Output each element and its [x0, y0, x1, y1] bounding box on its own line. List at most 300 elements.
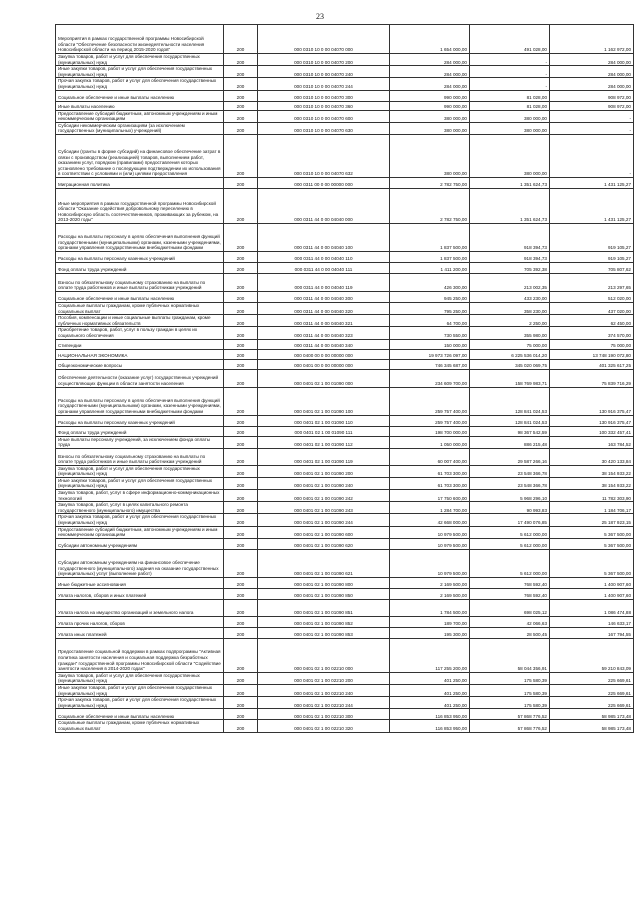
- cell-name: Предоставление социальной поддержки в рамках подпрограммы "Активная политика занятости населения и социальная поддержка безработных граждан" государственной программы Новосибирской области "Содействие занятости населения в 2014-2020 годах": [56, 638, 224, 672]
- cell-admin: 200: [224, 502, 258, 514]
- cell-code: 000 0401 02 1 00 02210 244: [258, 697, 390, 709]
- cell-v2: 57 868 776,52: [470, 720, 550, 732]
- cell-v3: 75 839 716,29: [550, 369, 634, 387]
- table-row: [56, 627, 634, 638]
- cell-admin: 200: [224, 638, 258, 672]
- cell-v2: 768 592,40: [470, 577, 550, 588]
- cell-v1: 42 668 000,00: [390, 514, 470, 526]
- table-row: [56, 110, 634, 122]
- cell-v3: 284 000,00: [550, 66, 634, 78]
- cell-v2: 58 044 356,91: [470, 638, 550, 672]
- cell-admin: 200: [224, 273, 258, 291]
- cell-v1: 1 784 500,00: [390, 599, 470, 616]
- cell-v3: 225 669,61: [550, 697, 634, 709]
- table-row: [56, 101, 634, 110]
- cell-admin: 200: [224, 549, 258, 577]
- cell-v2: 213 002,35: [470, 273, 550, 291]
- table-row: [56, 477, 634, 489]
- cell-v2: 175 580,39: [470, 672, 550, 684]
- cell-v2: 886 215,48: [470, 436, 550, 448]
- cell-name: Иные закупки товаров, работ и услуг для обеспечения государственных (муниципальных) нужд: [56, 685, 224, 697]
- table-row: [56, 448, 634, 465]
- cell-code: 000 0311 44 0 00 04040 119: [258, 273, 390, 291]
- cell-admin: 200: [224, 90, 258, 101]
- cell-code: 000 0400 00 0 00 00000 000: [258, 349, 390, 359]
- cell-name: Общеэкономические вопросы: [56, 359, 224, 369]
- cell-name: Закупка товаров, работ и услуг для обеспечения государственных (муниципальных) нужд: [56, 672, 224, 684]
- cell-v2: 433 230,00: [470, 291, 550, 302]
- cell-code: 000 0401 02 1 00 01090 119: [258, 448, 390, 465]
- table-row: [56, 685, 634, 697]
- table-row: [56, 315, 634, 327]
- cell-v1: 259 757 400,00: [390, 387, 470, 415]
- cell-v1: 1 284 700,00: [390, 502, 470, 514]
- cell-name: Закупка товаров, работ, услуг в сфере информационно-коммуникационных технологий: [56, 490, 224, 502]
- cell-v1: 150 000,00: [390, 339, 470, 349]
- cell-code: 000 0311 44 0 00 04040 323: [258, 327, 390, 339]
- cell-code: 000 0310 10 0 00 04070 630: [258, 122, 390, 134]
- cell-v1: 10 979 500,00: [390, 549, 470, 577]
- cell-code: 000 0401 02 1 00 02210 240: [258, 685, 390, 697]
- cell-code: 000 0310 10 0 00 04070 000: [258, 25, 390, 54]
- cell-code: 000 0401 02 1 00 01090 244: [258, 514, 390, 526]
- cell-v3: -: [550, 134, 634, 177]
- cell-v3: 130 916 375,47: [550, 415, 634, 426]
- cell-code: 000 0401 02 1 00 01090 240: [258, 477, 390, 489]
- cell-v3: 374 570,00: [550, 327, 634, 339]
- table-row: [56, 66, 634, 78]
- cell-name: Закупка товаров, работ и услуг для обеспечения государственных (муниципальных) нужд: [56, 465, 224, 477]
- cell-admin: 200: [224, 25, 258, 54]
- cell-admin: 200: [224, 291, 258, 302]
- cell-admin: 200: [224, 387, 258, 415]
- cell-code: 000 0310 10 0 00 04070 632: [258, 134, 390, 177]
- cell-v1: 284 000,00: [390, 66, 470, 78]
- cell-v3: 5 367 500,00: [550, 526, 634, 538]
- table-row: [56, 273, 634, 291]
- cell-v3: 58 985 173,48: [550, 709, 634, 720]
- cell-v2: 491 028,00: [470, 25, 550, 54]
- cell-v3: 13 748 190 072,80: [550, 349, 634, 359]
- cell-admin: 200: [224, 599, 258, 616]
- cell-v1: 61 703 300,00: [390, 477, 470, 489]
- cell-v3: 1 086 474,88: [550, 599, 634, 616]
- table-row: [56, 54, 634, 66]
- cell-v2: 75 000,00: [470, 339, 550, 349]
- cell-code: 000 0310 10 0 00 04070 240: [258, 66, 390, 78]
- cell-v2: 380 000,00: [470, 110, 550, 122]
- cell-code: 000 0311 44 0 00 04040 110: [258, 251, 390, 262]
- table-row: [56, 302, 634, 314]
- cell-v1: 426 300,00: [390, 273, 470, 291]
- cell-v3: 163 784,52: [550, 436, 634, 448]
- cell-admin: 200: [224, 672, 258, 684]
- page-number: 23: [316, 12, 324, 21]
- cell-v1: 990 000,00: [390, 90, 470, 101]
- cell-code: 000 0401 02 1 00 01090 852: [258, 616, 390, 627]
- cell-v3: 5 367 500,00: [550, 538, 634, 549]
- cell-v3: 1 400 907,60: [550, 588, 634, 599]
- cell-admin: 200: [224, 134, 258, 177]
- cell-code: 000 0401 02 1 00 02210 200: [258, 672, 390, 684]
- cell-code: 000 0401 02 1 00 01090 851: [258, 599, 390, 616]
- cell-v2: 918 394,73: [470, 223, 550, 251]
- cell-v3: 30 420 133,84: [550, 448, 634, 465]
- cell-v3: 437 020,00: [550, 302, 634, 314]
- table-row: [56, 349, 634, 359]
- cell-v2: 28 500,45: [470, 627, 550, 638]
- cell-v1: 401 250,00: [390, 672, 470, 684]
- cell-name: Субсидии (гранты в форме субсидий) на финансовое обеспечение затрат в связи с производством (реализацией) товаров, выполнением работ, оказанием услуг, порядком (правилами) предоставления которых установлено требование о последующем подтверждении их использования в соответствии с условиями и (или) целями предоставления: [56, 134, 224, 177]
- cell-v3: 1 431 125,27: [550, 188, 634, 223]
- table-row: [56, 78, 634, 90]
- cell-v3: 284 000,00: [550, 54, 634, 66]
- cell-v3: 908 972,00: [550, 90, 634, 101]
- cell-admin: 200: [224, 101, 258, 110]
- cell-code: 000 0401 02 1 00 01090 800: [258, 577, 390, 588]
- cell-name: Закупка товаров, работ и услуг для обеспечения государственных (муниципальных) нужд: [56, 54, 224, 66]
- cell-v1: 61 703 300,00: [390, 465, 470, 477]
- cell-v2: 1 351 624,73: [470, 177, 550, 188]
- cell-name: Социальное обеспечение и иные выплаты населению: [56, 709, 224, 720]
- cell-v1: 380 000,00: [390, 122, 470, 134]
- cell-admin: 200: [224, 616, 258, 627]
- cell-admin: 200: [224, 709, 258, 720]
- cell-v3: 225 669,61: [550, 685, 634, 697]
- cell-v1: 730 550,00: [390, 327, 470, 339]
- cell-v2: 57 868 776,52: [470, 709, 550, 720]
- cell-v3: 38 154 933,22: [550, 465, 634, 477]
- table-row: [56, 291, 634, 302]
- cell-code: 000 0311 44 0 00 04040 100: [258, 223, 390, 251]
- cell-v1: 198 700 000,00: [390, 426, 470, 436]
- table-row: [56, 327, 634, 339]
- table-row: [56, 134, 634, 177]
- cell-v3: 100 332 457,41: [550, 426, 634, 436]
- cell-admin: 200: [224, 339, 258, 349]
- cell-v1: 380 000,00: [390, 134, 470, 177]
- table-row: [56, 359, 634, 369]
- cell-name: Субсидии автономным учреждениям на финансовое обеспечение государственного (муниципального) задания на оказание государственных (муниципальных) услуг (выполнение работ): [56, 549, 224, 577]
- cell-name: Расходы на выплаты персоналу в целях обеспечения выполнения функций государственными (муниципальными) органами, казенными учреждениями, органами управления государственными внебюджетными фондами: [56, 223, 224, 251]
- cell-code: 000 0401 02 1 00 01090 620: [258, 538, 390, 549]
- cell-v1: 116 853 950,00: [390, 709, 470, 720]
- cell-name: Предоставление субсидий бюджетным, автономным учреждениям и иным некоммерческим организациям: [56, 526, 224, 538]
- cell-name: НАЦИОНАЛЬНАЯ ЭКОНОМИКА: [56, 349, 224, 359]
- cell-code: 000 0401 02 1 00 01090 242: [258, 490, 390, 502]
- cell-name: Иные бюджетные ассигнования: [56, 577, 224, 588]
- table-row: [56, 339, 634, 349]
- cell-v1: 195 300,00: [390, 627, 470, 638]
- cell-v3: 1 184 706,17: [550, 502, 634, 514]
- cell-admin: 200: [224, 720, 258, 732]
- cell-v3: 11 782 303,90: [550, 490, 634, 502]
- cell-name: Стипендии: [56, 339, 224, 349]
- cell-admin: 200: [224, 685, 258, 697]
- cell-v3: 919 105,27: [550, 251, 634, 262]
- cell-v3: 213 297,65: [550, 273, 634, 291]
- cell-v1: 259 757 400,00: [390, 415, 470, 426]
- cell-v2: 355 980,00: [470, 327, 550, 339]
- cell-admin: 200: [224, 349, 258, 359]
- cell-v1: 1 837 500,00: [390, 223, 470, 251]
- cell-v3: 284 000,00: [550, 78, 634, 90]
- cell-v1: 64 700,00: [390, 315, 470, 327]
- cell-v3: 167 794,55: [550, 627, 634, 638]
- cell-v1: 10 979 500,00: [390, 526, 470, 538]
- cell-v3: 512 020,00: [550, 291, 634, 302]
- table-row: [56, 251, 634, 262]
- cell-v3: 1 431 125,27: [550, 177, 634, 188]
- table-row: [56, 223, 634, 251]
- cell-name: Субсидии некоммерческим организациям (за исключением государственных (муниципальных) учреждений): [56, 122, 224, 134]
- cell-v1: 2 782 750,00: [390, 177, 470, 188]
- cell-admin: 200: [224, 436, 258, 448]
- cell-admin: 200: [224, 538, 258, 549]
- cell-v1: 2 782 750,00: [390, 188, 470, 223]
- cell-code: 000 0401 02 1 00 01090 100: [258, 387, 390, 415]
- cell-code: 000 0311 44 0 00 04040 340: [258, 339, 390, 349]
- cell-code: 000 0401 02 1 00 01090 110: [258, 415, 390, 426]
- cell-admin: 200: [224, 54, 258, 66]
- cell-v1: 2 169 500,00: [390, 577, 470, 588]
- cell-v2: 23 548 366,78: [470, 477, 550, 489]
- table-row: [56, 638, 634, 672]
- table-row: [56, 369, 634, 387]
- cell-admin: 200: [224, 526, 258, 538]
- cell-v2: 29 587 266,16: [470, 448, 550, 465]
- cell-v3: 130 916 375,47: [550, 387, 634, 415]
- cell-v2: 90 993,83: [470, 502, 550, 514]
- table-row: [56, 672, 634, 684]
- cell-v1: 746 345 687,00: [390, 359, 470, 369]
- cell-code: 000 0401 00 0 00 00000 000: [258, 359, 390, 369]
- cell-name: Мероприятия в рамках государственной программы Новосибирской области "Обеспечение безопасности жизнедеятельности населения Новосибирской области на период 2015-2020 годов": [56, 25, 224, 54]
- cell-admin: 200: [224, 477, 258, 489]
- table-row: [56, 426, 634, 436]
- cell-v3: 59 210 843,09: [550, 638, 634, 672]
- table-row: [56, 709, 634, 720]
- cell-v1: 117 255 200,00: [390, 638, 470, 672]
- cell-v1: 2 169 500,00: [390, 588, 470, 599]
- cell-admin: 200: [224, 251, 258, 262]
- table-row: [56, 122, 634, 134]
- table-row: [56, 90, 634, 101]
- cell-name: Уплата налогов, сборов и иных платежей: [56, 588, 224, 599]
- cell-name: Социальное обеспечение и иные выплаты населению: [56, 291, 224, 302]
- cell-v1: 401 250,00: [390, 697, 470, 709]
- cell-v1: 17 750 600,00: [390, 490, 470, 502]
- table-row: [56, 549, 634, 577]
- cell-code: 000 0401 02 1 00 01090 243: [258, 502, 390, 514]
- cell-v1: 284 000,00: [390, 54, 470, 66]
- cell-name: Иные выплаты персоналу учреждений, за исключением фонда оплаты труда: [56, 436, 224, 448]
- cell-name: Прочая закупка товаров, работ и услуг для обеспечения государственных (муниципальных) нужд: [56, 78, 224, 90]
- cell-v2: 42 066,63: [470, 616, 550, 627]
- cell-code: 000 0401 02 1 00 01090 111: [258, 426, 390, 436]
- table-row: [56, 697, 634, 709]
- cell-admin: 200: [224, 223, 258, 251]
- cell-admin: 200: [224, 327, 258, 339]
- table-row: [56, 526, 634, 538]
- cell-v2: 5 968 296,10: [470, 490, 550, 502]
- cell-admin: 200: [224, 514, 258, 526]
- cell-v1: 1 050 000,00: [390, 436, 470, 448]
- table-row: [56, 514, 634, 526]
- cell-admin: 200: [224, 78, 258, 90]
- cell-code: 000 0401 02 1 00 01090 200: [258, 465, 390, 477]
- cell-name: Расходы на выплаты персоналу казенных учреждений: [56, 251, 224, 262]
- cell-admin: 200: [224, 448, 258, 465]
- table-row: [56, 577, 634, 588]
- cell-v2: -: [470, 54, 550, 66]
- cell-name: Уплата налога на имущество организаций и земельного налога: [56, 599, 224, 616]
- cell-code: 000 0401 02 1 00 01090 850: [258, 588, 390, 599]
- cell-v2: 5 612 000,00: [470, 549, 550, 577]
- cell-name: Прочая закупка товаров, работ и услуг для обеспечения государственных (муниципальных) нужд: [56, 514, 224, 526]
- cell-v1: 234 609 700,00: [390, 369, 470, 387]
- cell-v1: 401 250,00: [390, 685, 470, 697]
- cell-name: Социальные выплаты гражданам, кроме публичных нормативных социальных выплат: [56, 302, 224, 314]
- cell-admin: 200: [224, 122, 258, 134]
- cell-v3: 146 633,17: [550, 616, 634, 627]
- table-row: [56, 490, 634, 502]
- cell-admin: 200: [224, 627, 258, 638]
- cell-v3: 705 807,62: [550, 262, 634, 273]
- cell-name: Расходы на выплаты персоналу казенных учреждений: [56, 415, 224, 426]
- cell-v1: 10 979 500,00: [390, 538, 470, 549]
- table-row: [56, 720, 634, 732]
- cell-admin: 200: [224, 577, 258, 588]
- cell-code: 000 0310 10 0 00 04070 600: [258, 110, 390, 122]
- cell-v3: 225 669,61: [550, 672, 634, 684]
- table-row: [56, 436, 634, 448]
- cell-v2: 17 490 076,85: [470, 514, 550, 526]
- cell-v2: 81 028,00: [470, 101, 550, 110]
- cell-code: 000 0310 10 0 00 04070 244: [258, 78, 390, 90]
- cell-name: Иные мероприятия в рамках государственной программы Новосибирской области "Оказание содействия добровольному переселению в Новосибирскую область соотечественников, проживающих за рубежом, на 2013-2020 годы": [56, 188, 224, 223]
- cell-code: 000 0311 00 0 00 00000 000: [258, 177, 390, 188]
- cell-v3: 908 972,00: [550, 101, 634, 110]
- table-row: [56, 465, 634, 477]
- cell-code: 000 0401 02 1 00 01090 112: [258, 436, 390, 448]
- cell-code: 000 0311 44 0 00 04040 111: [258, 262, 390, 273]
- cell-admin: 200: [224, 415, 258, 426]
- cell-name: Фонд оплаты труда учреждений: [56, 262, 224, 273]
- cell-name: Уплата иных платежей: [56, 627, 224, 638]
- cell-code: 000 0311 44 0 00 04040 320: [258, 302, 390, 314]
- cell-v2: 1 351 624,73: [470, 188, 550, 223]
- cell-admin: 200: [224, 188, 258, 223]
- cell-v3: 401 325 617,25: [550, 359, 634, 369]
- cell-v2: 768 592,40: [470, 588, 550, 599]
- cell-code: 000 0310 10 0 00 04070 200: [258, 54, 390, 66]
- cell-v1: 1 654 000,00: [390, 25, 470, 54]
- cell-v3: 1 400 907,60: [550, 577, 634, 588]
- cell-name: Уплата прочих налогов, сборов: [56, 616, 224, 627]
- cell-name: Взносы по обязательному социальному страхованию на выплаты по оплате труда работников и иные выплаты работникам учреждений: [56, 273, 224, 291]
- cell-v3: 1 162 972,00: [550, 25, 634, 54]
- cell-admin: 200: [224, 177, 258, 188]
- cell-code: 000 0310 10 0 00 04070 300: [258, 90, 390, 101]
- cell-v2: 81 028,00: [470, 90, 550, 101]
- cell-v3: 5 367 500,00: [550, 549, 634, 577]
- cell-v2: 23 548 366,78: [470, 465, 550, 477]
- cell-v1: 380 000,00: [390, 110, 470, 122]
- cell-code: 000 0311 44 0 00 04040 000: [258, 188, 390, 223]
- cell-v3: 25 187 923,15: [550, 514, 634, 526]
- cell-admin: 200: [224, 588, 258, 599]
- cell-v2: 345 020 069,75: [470, 359, 550, 369]
- cell-admin: 200: [224, 302, 258, 314]
- cell-name: Иные закупки товаров, работ и услуг для обеспечения государственных (муниципальных) нужд: [56, 66, 224, 78]
- cell-name: Пособия, компенсации и иные социальные выплаты гражданам, кроме публичных нормативных обязательств: [56, 315, 224, 327]
- cell-name: Закупка товаров, работ, услуг в целях капитального ремонта государственного (муниципального) имущества: [56, 502, 224, 514]
- cell-v3: 38 154 933,22: [550, 477, 634, 489]
- cell-admin: 200: [224, 465, 258, 477]
- cell-v2: 6 225 536 014,20: [470, 349, 550, 359]
- cell-admin: 200: [224, 110, 258, 122]
- cell-v2: -: [470, 78, 550, 90]
- cell-v2: 128 841 024,53: [470, 415, 550, 426]
- table-row: [56, 415, 634, 426]
- table-row: [56, 502, 634, 514]
- table-row: [56, 599, 634, 616]
- cell-v1: 1 837 500,00: [390, 251, 470, 262]
- cell-v1: 1 411 200,00: [390, 262, 470, 273]
- cell-v2: 5 612 000,00: [470, 526, 550, 538]
- cell-code: 000 0401 02 1 00 01090 600: [258, 526, 390, 538]
- cell-v2: 380 000,00: [470, 134, 550, 177]
- cell-v2: 158 769 983,71: [470, 369, 550, 387]
- cell-name: Иные закупки товаров, работ и услуг для обеспечения государственных (муниципальных) нужд: [56, 477, 224, 489]
- cell-v1: 116 853 950,00: [390, 720, 470, 732]
- cell-admin: 200: [224, 262, 258, 273]
- cell-v2: 358 230,00: [470, 302, 550, 314]
- cell-v2: 175 580,39: [470, 685, 550, 697]
- cell-v2: 175 580,39: [470, 697, 550, 709]
- cell-code: 000 0401 02 1 00 02210 000: [258, 638, 390, 672]
- cell-v2: 2 250,00: [470, 315, 550, 327]
- table-row: [56, 25, 634, 54]
- cell-v2: 918 394,73: [470, 251, 550, 262]
- cell-admin: 200: [224, 369, 258, 387]
- cell-name: Обеспечение деятельности (оказание услуг) государственных учреждений осуществляющих функции в области занятости населения: [56, 369, 224, 387]
- cell-v1: 284 000,00: [390, 78, 470, 90]
- cell-name: Расходы на выплаты персоналу в целях обеспечения выполнения функций государственными (муниципальными) органами, казенными учреждениями, органами управления государственными внебюджетными фондами: [56, 387, 224, 415]
- cell-name: Взносы по обязательному социальному страхованию на выплаты по оплате труда работников и иные выплаты работникам учреждений: [56, 448, 224, 465]
- table-row: [56, 538, 634, 549]
- cell-v2: 5 612 000,00: [470, 538, 550, 549]
- cell-v1: 990 000,00: [390, 101, 470, 110]
- cell-admin: 200: [224, 490, 258, 502]
- cell-v3: 58 985 173,48: [550, 720, 634, 732]
- cell-v1: 189 700,00: [390, 616, 470, 627]
- cell-v1: 60 007 400,00: [390, 448, 470, 465]
- cell-admin: 200: [224, 315, 258, 327]
- cell-v3: -: [550, 122, 634, 134]
- table-row: [56, 262, 634, 273]
- table-row: [56, 387, 634, 415]
- cell-v3: -: [550, 110, 634, 122]
- cell-name: Предоставление субсидий бюджетным, автономным учреждениям и иным некоммерческим организациям: [56, 110, 224, 122]
- cell-v1: 945 250,00: [390, 291, 470, 302]
- cell-code: 000 0401 02 1 00 01090 000: [258, 369, 390, 387]
- cell-code: 000 0401 02 1 00 02210 320: [258, 720, 390, 732]
- cell-code: 000 0401 02 1 00 01090 621: [258, 549, 390, 577]
- cell-v3: 75 000,00: [550, 339, 634, 349]
- cell-name: Миграционная политика: [56, 177, 224, 188]
